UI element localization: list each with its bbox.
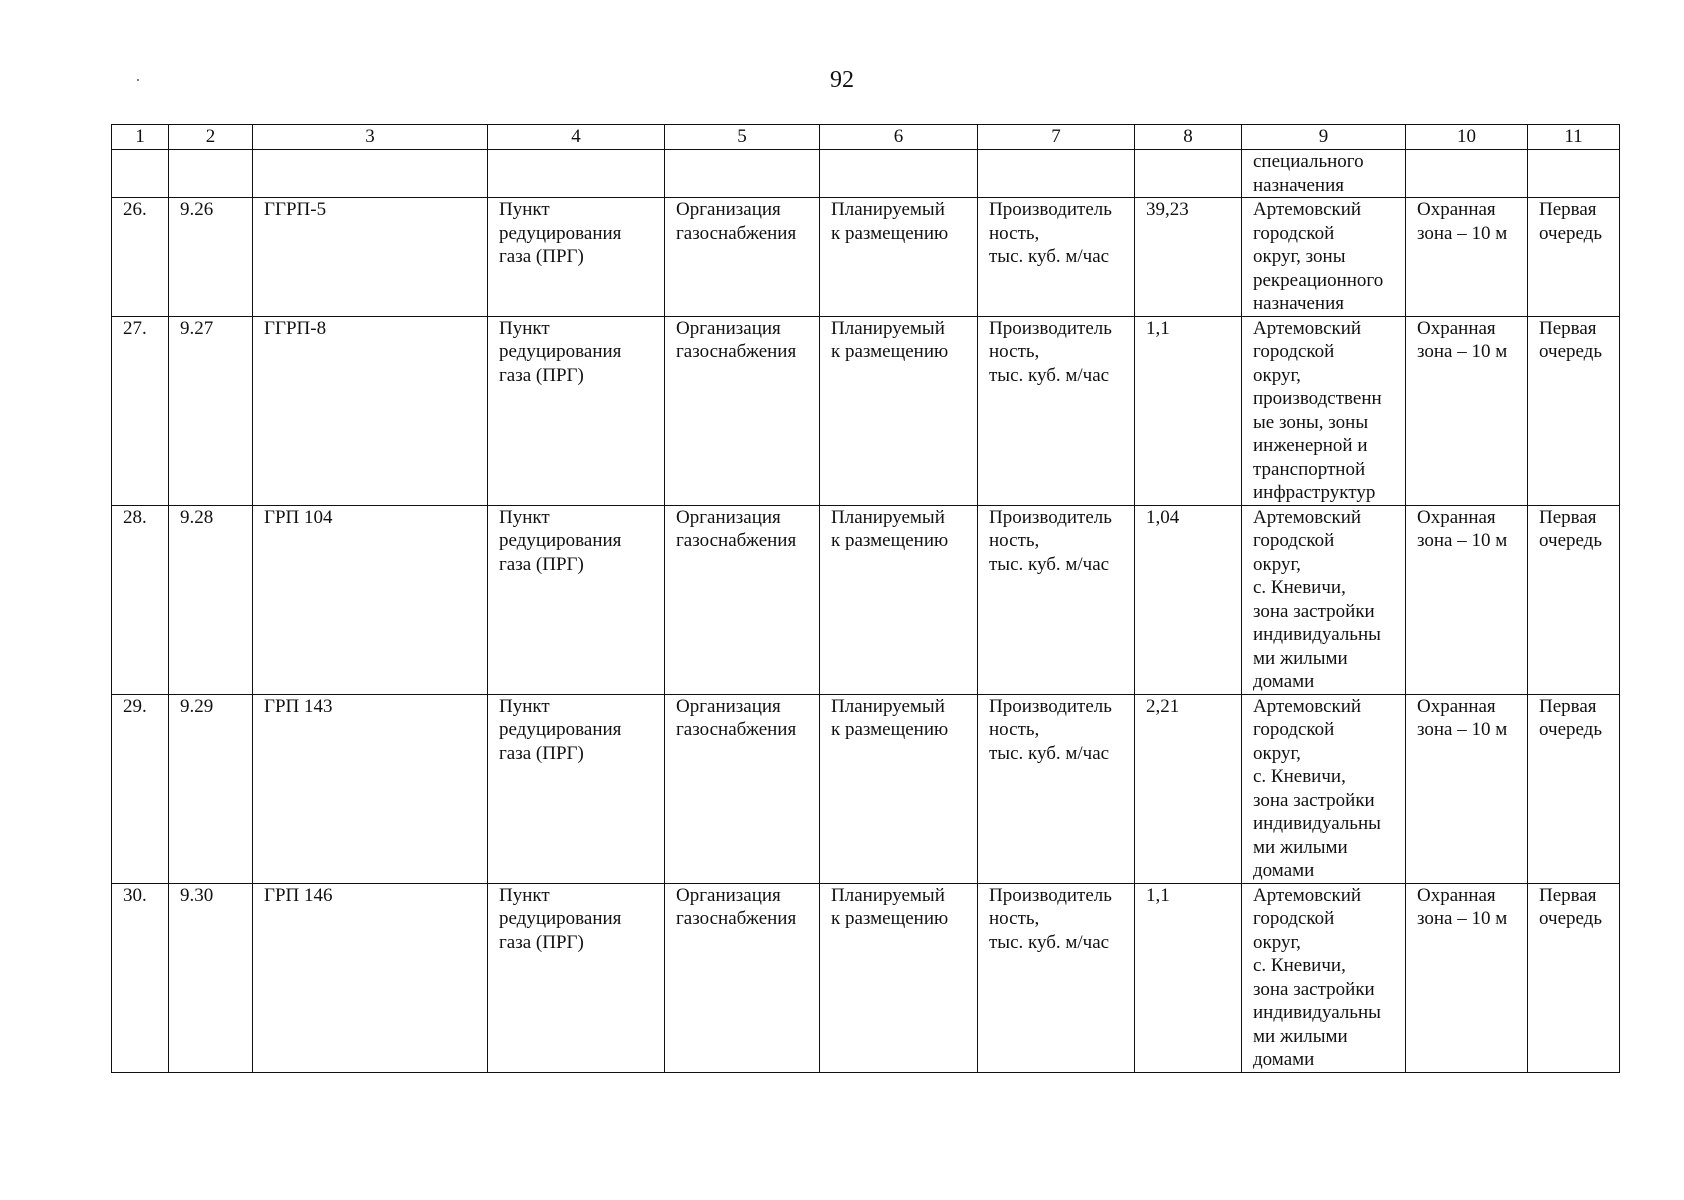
column-number: 7 [978,125,1135,150]
purpose-cell: Организация газоснабжения [665,694,820,883]
column-number: 10 [1406,125,1528,150]
zone-cell: Охранная зона – 10 м [1406,198,1528,317]
value-cell: 2,21 [1135,694,1242,883]
purpose-cell: Организация газоснабжения [665,505,820,694]
table-cell [488,150,665,198]
zone-cell: Охранная зона – 10 м [1406,316,1528,505]
type-cell: Пункт редуцирования газа (ПРГ) [488,316,665,505]
status-cell: Планируемый к размещению [820,694,978,883]
column-number: 11 [1528,125,1620,150]
location-cell: Артемовский городской округ, с. Кневичи, зона застройки индивидуальны ми жилыми домами [1242,694,1406,883]
column-number: 8 [1135,125,1242,150]
status-cell: Планируемый к размещению [820,883,978,1072]
name-cell: ГРП 104 [253,505,488,694]
column-number: 9 [1242,125,1406,150]
value-cell: 39,23 [1135,198,1242,317]
value-cell: 1,04 [1135,505,1242,694]
status-cell: Планируемый к размещению [820,316,978,505]
characteristic-cell: Производитель ность, тыс. куб. м/час [978,694,1135,883]
code-cell: 9.30 [169,883,253,1072]
code-cell: 9.29 [169,694,253,883]
zone-cell: Охранная зона – 10 м [1406,505,1528,694]
page-number: 92 [830,67,854,93]
table-cell [1528,150,1620,198]
table-row [112,198,1620,317]
row-number-cell: 30. [112,883,169,1072]
table-cell [1135,150,1242,198]
continuation-row [112,150,1620,198]
column-number: 3 [253,125,488,150]
name-cell: ГГРП-5 [253,198,488,317]
table-row [112,883,1620,1072]
column-number: 5 [665,125,820,150]
status-cell: Планируемый к размещению [820,505,978,694]
row-number-cell: 28. [112,505,169,694]
zone-cell: Охранная зона – 10 м [1406,694,1528,883]
location-cell: Артемовский городской округ, с. Кневичи, зона застройки индивидуальны ми жилыми домами [1242,505,1406,694]
column-number: 4 [488,125,665,150]
characteristic-cell: Производитель ность, тыс. куб. м/час [978,316,1135,505]
row-number-cell: 26. [112,198,169,317]
name-cell: ГРП 146 [253,883,488,1072]
location-cell: Артемовский городской округ, зоны рекреационного назначения [1242,198,1406,317]
type-cell: Пункт редуцирования газа (ПРГ) [488,883,665,1072]
type-cell: Пункт редуцирования газа (ПРГ) [488,505,665,694]
table-row [112,694,1620,883]
table-row [112,505,1620,694]
value-cell: 1,1 [1135,316,1242,505]
characteristic-cell: Производитель ность, тыс. куб. м/час [978,883,1135,1072]
table-cell [820,150,978,198]
value-cell: 1,1 [1135,883,1242,1072]
column-number: 2 [169,125,253,150]
stage-cell: Первая очередь [1528,883,1620,1072]
column-number: 1 [112,125,169,150]
characteristic-cell: Производитель ность, тыс. куб. м/час [978,505,1135,694]
status-cell: Планируемый к размещению [820,198,978,317]
facilities-table [111,124,1620,1073]
name-cell: ГРП 143 [253,694,488,883]
table-cell [169,150,253,198]
table-cell [978,150,1135,198]
table-cell [112,150,169,198]
table-cell [1406,150,1528,198]
table-cell [253,150,488,198]
stage-cell: Первая очередь [1528,505,1620,694]
characteristic-cell: Производитель ность, тыс. куб. м/час [978,198,1135,317]
column-number-row [112,125,1620,150]
row-number-cell: 29. [112,694,169,883]
stage-cell: Первая очередь [1528,198,1620,317]
zone-cell: Охранная зона – 10 м [1406,883,1528,1072]
row-number-cell: 27. [112,316,169,505]
column-number: 6 [820,125,978,150]
stage-cell: Первая очередь [1528,694,1620,883]
code-cell: 9.27 [169,316,253,505]
location-cell: Артемовский городской округ, производственн ые зоны, зоны инженерной и транспортной инфраструктур [1242,316,1406,505]
name-cell: ГГРП-8 [253,316,488,505]
type-cell: Пункт редуцирования газа (ПРГ) [488,198,665,317]
purpose-cell: Организация газоснабжения [665,883,820,1072]
purpose-cell: Организация газоснабжения [665,316,820,505]
stage-cell: Первая очередь [1528,316,1620,505]
purpose-cell: Организация газоснабжения [665,198,820,317]
table-row [112,316,1620,505]
location-cell: специального назначения [1242,150,1406,198]
type-cell: Пункт редуцирования газа (ПРГ) [488,694,665,883]
code-cell: 9.26 [169,198,253,317]
scan-speck [137,79,139,81]
table-cell [665,150,820,198]
location-cell: Артемовский городской округ, с. Кневичи, зона застройки индивидуальны ми жилыми домами [1242,883,1406,1072]
code-cell: 9.28 [169,505,253,694]
